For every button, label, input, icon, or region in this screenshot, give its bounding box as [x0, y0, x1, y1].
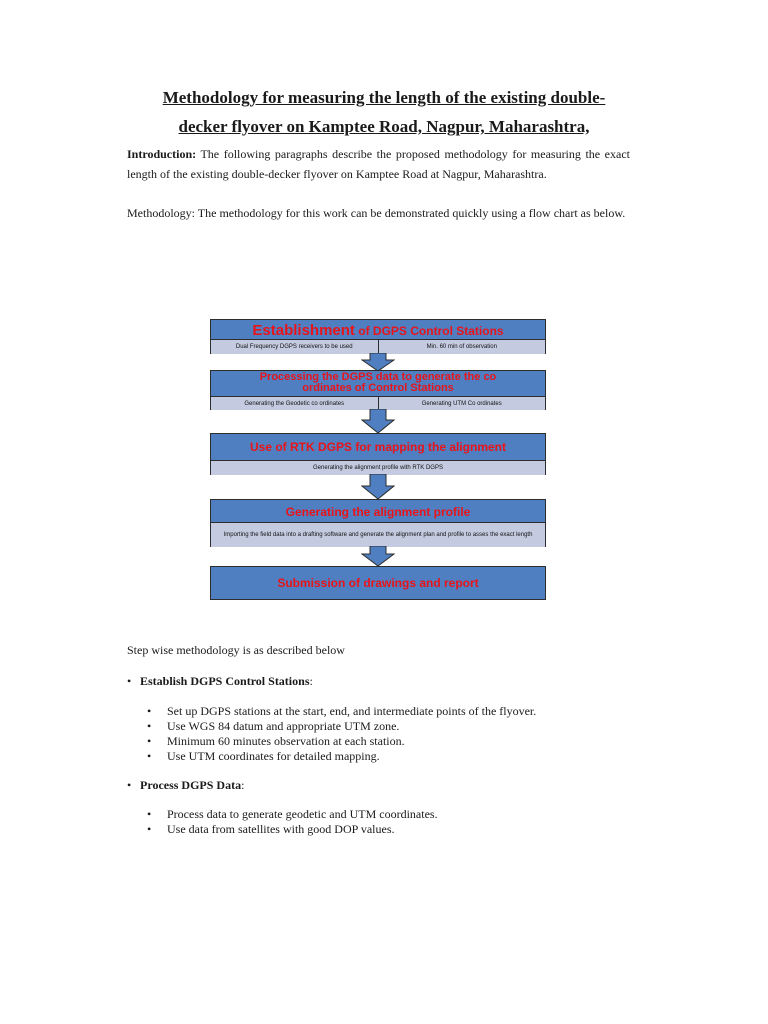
section-establish-list [147, 704, 536, 764]
bullet-icon: • [147, 704, 152, 718]
flow-box-establishment-details [211, 339, 545, 354]
flow-box-rtk-mapping [210, 433, 546, 475]
list-item [147, 719, 536, 734]
section-process-list [147, 807, 438, 837]
list-item-text: Use data from satellites with good DOP values. [167, 822, 395, 836]
flow-arrow-down-icon [361, 409, 395, 434]
flow-box-rtk-mapping-heading: Use of RTK DGPS for mapping the alignment [249, 440, 506, 454]
flow-box-establishment-heading [211, 320, 545, 340]
bullet-icon: • [147, 734, 152, 748]
flow-heading-small: of DGPS Control Stations [354, 324, 504, 338]
list-item-text: Use UTM coordinates for detailed mapping. [167, 749, 380, 763]
section-heading-suffix: : [309, 674, 313, 688]
section-heading-text: Establish DGPS Control Stations [140, 674, 310, 688]
bullet-icon: • [147, 749, 152, 763]
list-item-text: Set up DGPS stations at the start, end, and intermediate points of the flyover. [167, 704, 537, 718]
methodology-paragraph: Methodology: The methodology for this work can be demonstrated quickly using a flow chart as below. [127, 206, 626, 220]
list-item-text: Use WGS 84 datum and appropriate UTM zone. [167, 719, 400, 733]
flow-detail-cell: Dual Frequency DGPS receivers to be used [235, 344, 353, 350]
flow-heading-large: Establishment [252, 322, 355, 339]
introduction-paragraph [127, 144, 630, 184]
list-item [147, 749, 536, 764]
flow-detail-cell: Min. 60 min of observation [378, 340, 546, 354]
list-item [147, 704, 536, 719]
flow-detail-cell: Generating the alignment profile with RTK DGPS [313, 465, 443, 471]
list-item [147, 807, 438, 822]
flow-box-submission [210, 566, 546, 600]
flow-arrow-down-icon [361, 474, 395, 500]
introduction-label: Introduction: [127, 147, 197, 161]
flow-box-alignment-profile [210, 499, 546, 547]
list-item-text: Minimum 60 minutes observation at each station. [167, 734, 405, 748]
section-process-heading [127, 778, 244, 793]
flow-box-rtk-mapping-details [211, 460, 545, 475]
flow-arrow-down-icon [361, 546, 395, 567]
flow-box-processing [210, 370, 546, 410]
flow-detail-cell: Generating UTM Co ordinates [378, 397, 546, 410]
document-title-line-1: Methodology for measuring the length of the existing double- [162, 88, 606, 107]
flow-box-alignment-profile-details [211, 522, 545, 547]
list-item-text: Process data to generate geodetic and UTM coordinates. [167, 807, 438, 821]
flow-box-submission-heading: Submission of drawings and report [277, 576, 479, 590]
document-title-line-2: decker flyover on Kamptee Road, Nagpur, Maharashtra, [178, 117, 590, 136]
bullet-icon: • [127, 778, 132, 792]
bullet-icon: • [127, 674, 132, 688]
flow-box-processing-heading: Processing the DGPS data to generate the co ordinates of Control Stations [259, 371, 497, 394]
flow-box-processing-details [211, 396, 545, 410]
section-heading-suffix: : [241, 778, 245, 792]
steps-intro-text: Step wise methodology is as described below [127, 643, 345, 657]
flow-box-alignment-profile-heading: Generating the alignment profile [285, 505, 471, 519]
list-item [147, 734, 536, 749]
flow-detail-cell: Generating the Geodetic co ordinates [244, 400, 345, 407]
flow-box-establishment [210, 319, 546, 354]
flow-detail-cell: Importing the field data into a drafting software and generate the alignment plan and profile to asses the exact length [223, 532, 533, 538]
introduction-text: The following paragraphs describe the proposed methodology for measuring the exact length of the existing double-decker flyover on Kamptee Road at Nagpur, Maharashtra. [127, 147, 630, 181]
section-heading-text: Process DGPS Data [140, 778, 242, 792]
section-establish-heading [127, 674, 313, 689]
bullet-icon: • [147, 807, 152, 821]
bullet-icon: • [147, 719, 152, 733]
bullet-icon: • [147, 822, 152, 836]
list-item [147, 822, 438, 837]
